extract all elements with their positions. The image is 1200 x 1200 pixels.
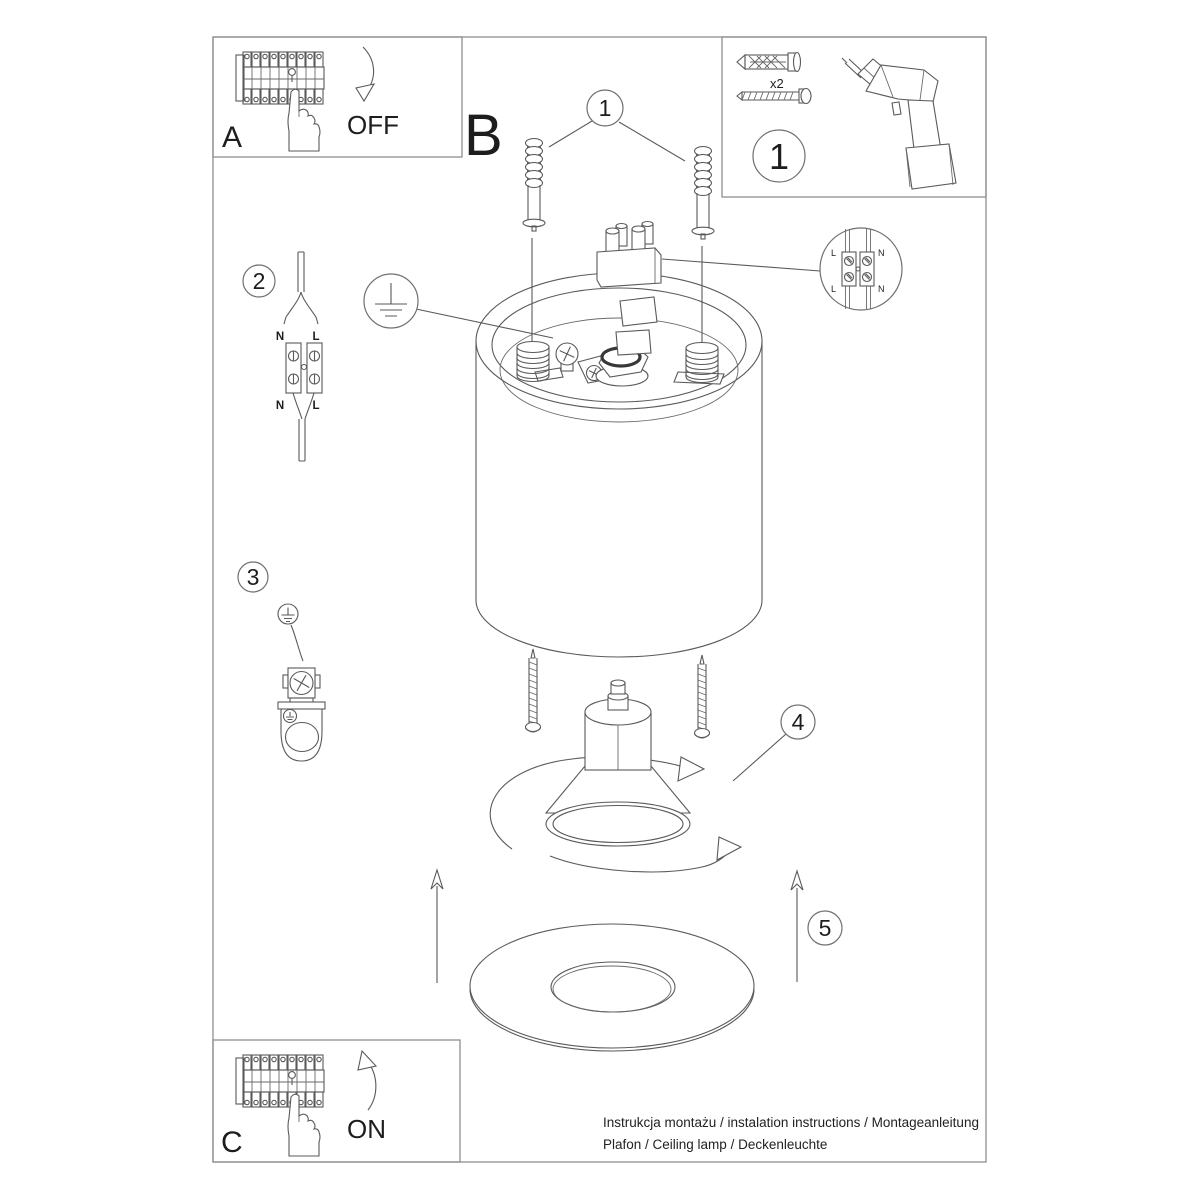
arrow-down-icon [356, 47, 374, 101]
terminal-block [597, 222, 661, 288]
live-label-top: L [312, 331, 320, 343]
up-arrow-right [791, 871, 803, 982]
wire-split-bottom [293, 393, 314, 419]
leader-line-terminal [662, 259, 820, 271]
circuit-breaker-drawing [236, 52, 324, 104]
mounting-bracket [278, 702, 325, 761]
lamp-bottom-edge [476, 600, 762, 657]
drill-icon [842, 58, 956, 189]
wire-bottom [299, 419, 305, 461]
ground-callout [364, 274, 553, 338]
step-3-number: 3 [246, 564, 260, 590]
ground-terminal [283, 668, 320, 704]
tools-step-number: 1 [768, 136, 790, 177]
detail-neutral-top-label: N [878, 248, 885, 258]
circuit-breaker-drawing-on [236, 1055, 324, 1107]
wiring-step [243, 252, 322, 461]
panel-power-off-frame [213, 37, 462, 157]
step-1-number: 1 [598, 95, 612, 121]
small-earth-symbol-icon [278, 604, 298, 624]
neutral-label-bottom: N [275, 400, 285, 412]
panel-power-on-frame [213, 1040, 460, 1162]
wire-terminal-block [286, 343, 322, 393]
ground-wire [291, 625, 303, 661]
wall-plug-right [692, 147, 714, 240]
cover-ring-step [431, 870, 842, 1051]
detail-neutral-bottom-label: N [878, 284, 885, 294]
wall-plug-left [523, 139, 545, 232]
label-sticker-bottom [616, 330, 651, 355]
step-4-number: 4 [791, 709, 805, 735]
terminal-detail-circle [820, 228, 902, 310]
panel-power-off [213, 37, 462, 157]
footer-product-line: Plafon / Ceiling lamp / Deckenleuchte [603, 1137, 828, 1152]
label-sticker-top [620, 297, 657, 326]
wire-split-top [284, 292, 318, 324]
quantity-label: x2 [770, 76, 784, 91]
neutral-label-top: N [275, 331, 285, 343]
wire-top [298, 252, 304, 292]
off-label: OFF [347, 110, 399, 140]
panel-tools [722, 37, 986, 197]
arrow-up-icon [358, 1051, 376, 1110]
terminal-detail-callout [662, 228, 902, 310]
wall-anchor-icon [737, 53, 801, 72]
up-arrow-left [431, 870, 443, 983]
step-5-number: 5 [818, 915, 832, 941]
ground-screw [556, 343, 578, 371]
lamp-body [476, 222, 762, 658]
fixing-screw-left [526, 649, 541, 732]
live-label-bottom: L [312, 400, 320, 412]
step-letter-c: C [221, 1126, 243, 1159]
detail-live-bottom-label: L [830, 284, 836, 294]
detail-live-top-label: L [830, 248, 836, 258]
callout-step-1 [549, 90, 685, 161]
callout-step-4 [733, 705, 815, 781]
grounding-step [238, 562, 325, 761]
on-label: ON [347, 1114, 386, 1144]
panel-power-on [213, 1040, 460, 1162]
step-letter-b: B [464, 103, 503, 168]
step-letter-a: A [222, 121, 243, 154]
bulb-assembly [490, 649, 815, 872]
step-2-number: 2 [252, 268, 266, 294]
leader-line-step-4 [733, 734, 786, 781]
cover-ring [470, 924, 754, 1051]
fixing-screw-right [695, 655, 710, 738]
footer-title-line: Instrukcja montażu / instalation instructions / Montageanleitung [603, 1115, 979, 1130]
